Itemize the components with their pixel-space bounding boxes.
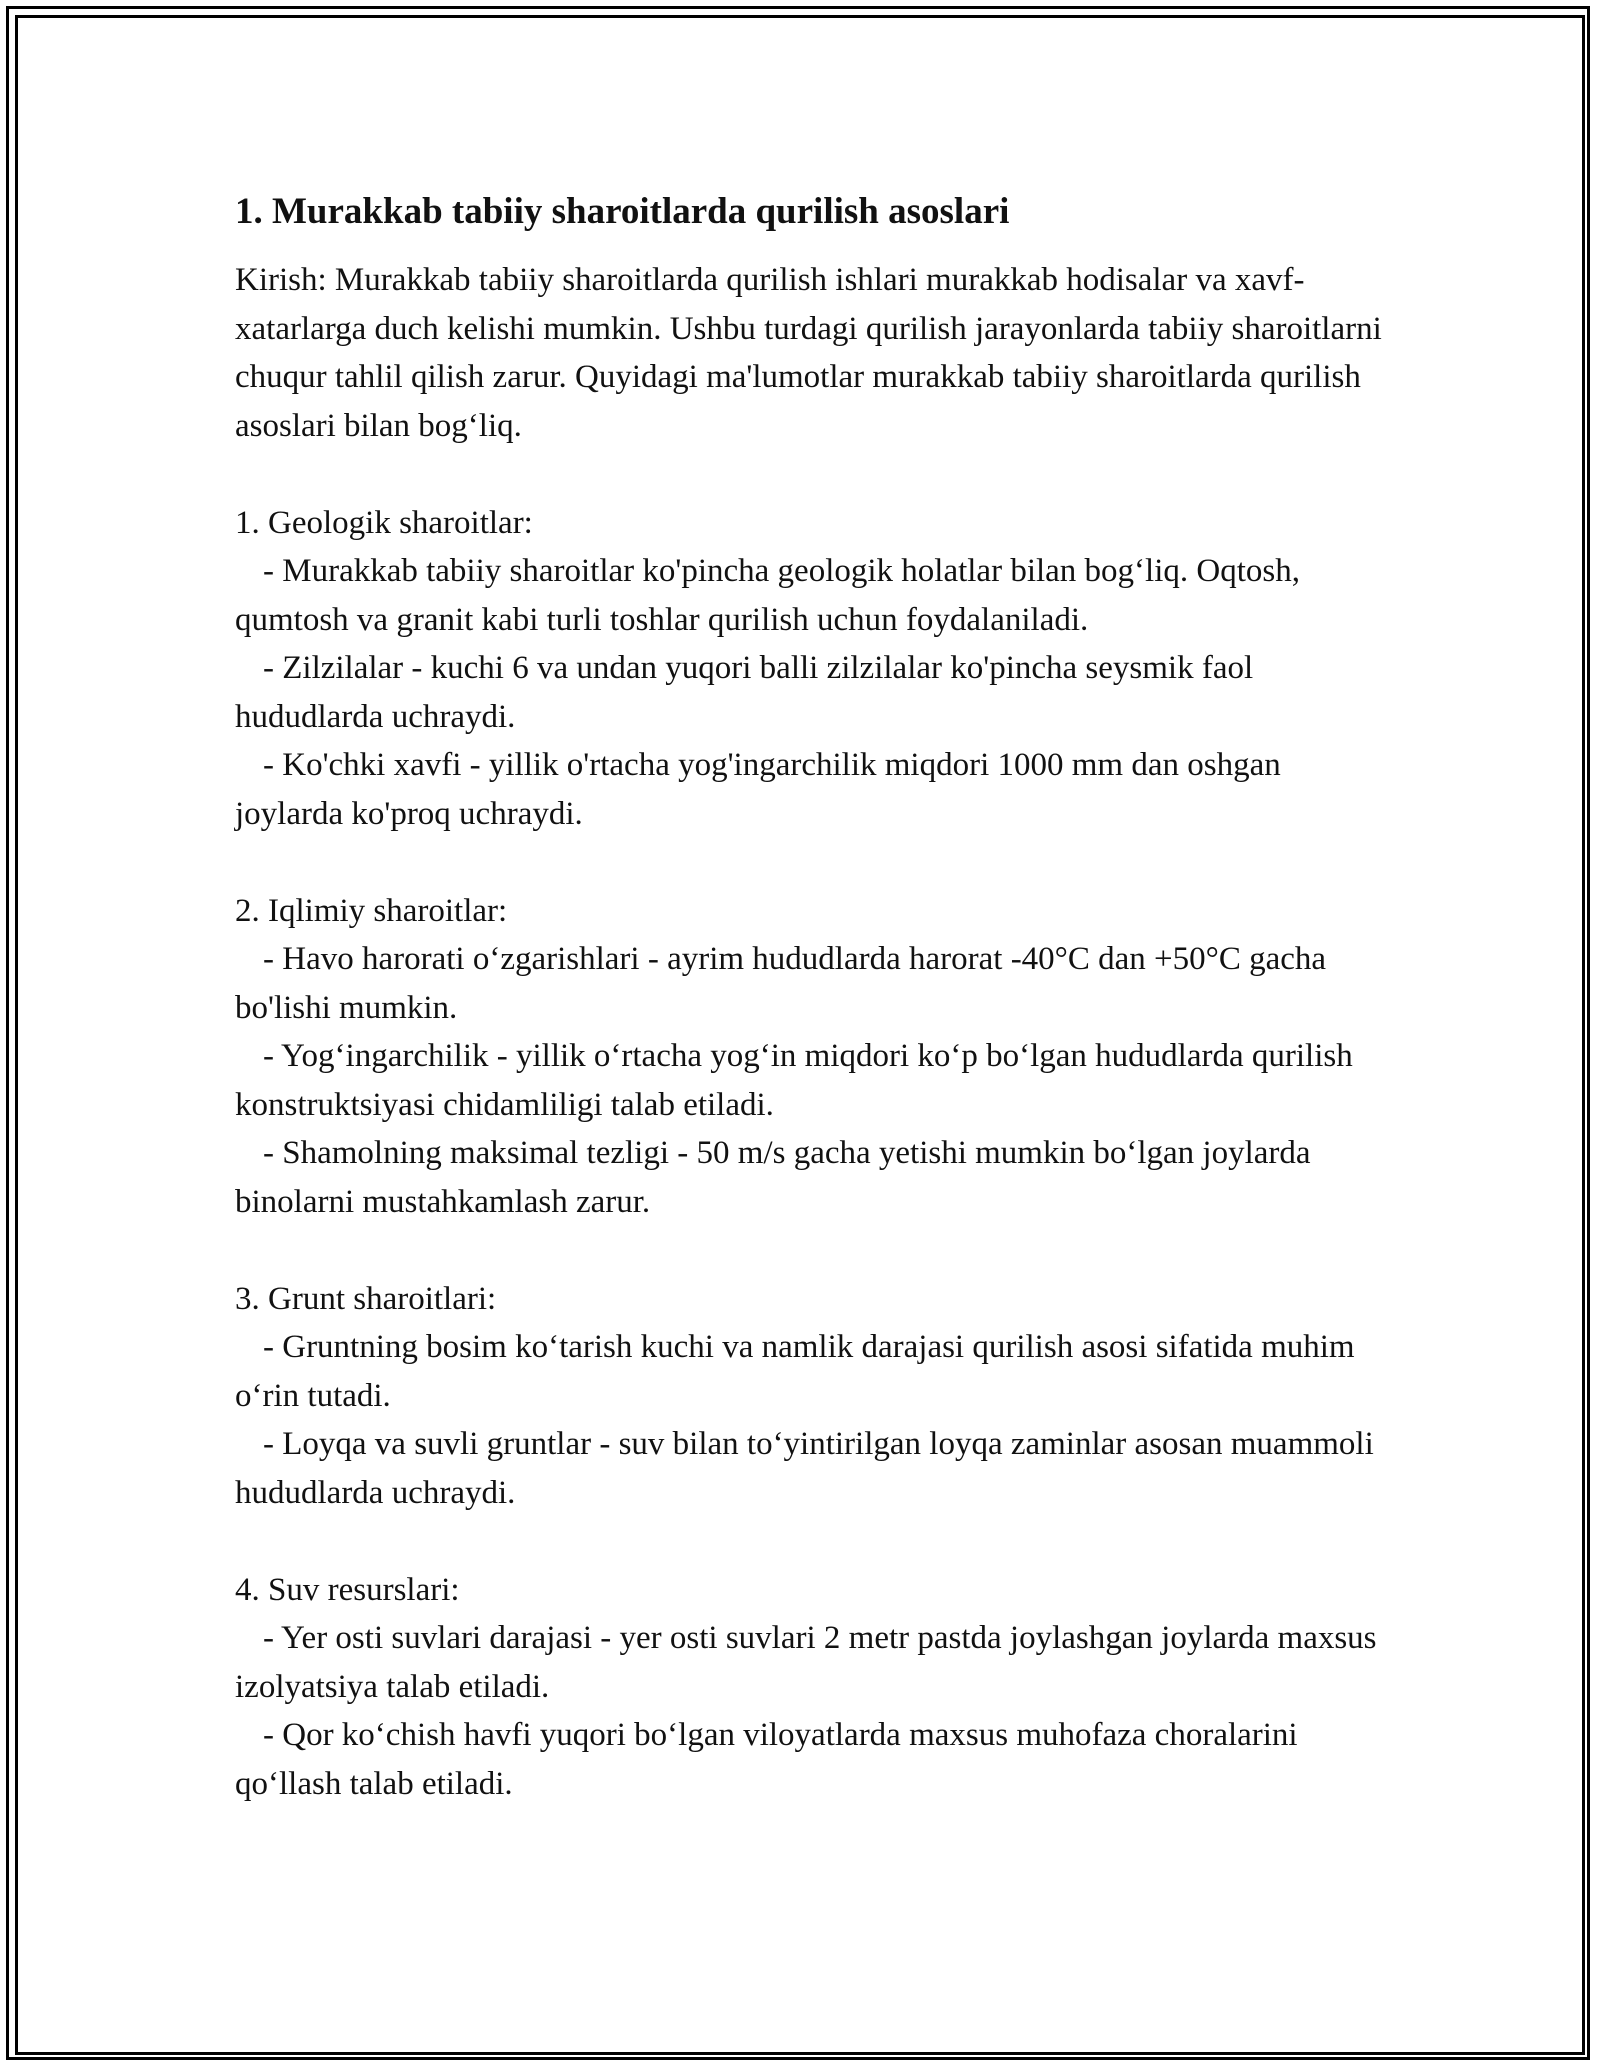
section-heading: 4. Suv resurslari:: [235, 1571, 460, 1608]
bullet-item: - Qor ko‘chish havfi yuqori bo‘lgan viloyatlarda maxsus muhofaza choralarini qo‘llash talab etiladi.: [235, 1717, 1306, 1802]
document-title: 1. Murakkab tabiiy sharoitlarda qurilish asoslari: [235, 191, 1010, 232]
intro-paragraph: Kirish: Murakkab tabiiy sharoitlarda qurilish ishlari murakkab hodisalar va xavf-xatarlarga duch kelishi mumkin. Ushbu turdagi qurilish jarayonlarda tabiiy sharoitlarni chuqur tahlil qilish zarur. Quyidagi ma'lumotlar murakkab tabiiy sharoitlarda qurilish asoslari bilan bog‘liq.: [235, 262, 1391, 444]
bullet-item: - Yer osti suvlari darajasi - yer osti suvlari 2 metr pastda joylashgan joylarda maxsus izolyatsiya talab etiladi.: [235, 1620, 1385, 1705]
bullet-item: - Ko'chki xavfi - yillik o'rtacha yog'ingarchilik miqdori 1000 mm dan oshgan joylarda ko'proq uchraydi.: [235, 747, 1289, 832]
document-body: [235, 186, 1391, 1808]
bullet-item: - Shamolning maksimal tezligi - 50 m/s gacha yetishi mumkin bo‘lgan joylarda binolarni mustahkamlash zarur.: [235, 1135, 1319, 1220]
bullet-item: - Murakkab tabiiy sharoitlar ko'pincha geologik holatlar bilan bog‘liq. Oqtosh, qumtosh va granit kabi turli toshlar qurilish uchun foydalaniladi.: [235, 553, 1309, 638]
section-heading: 2. Iqlimiy sharoitlar:: [235, 892, 508, 929]
bullet-item: - Gruntning bosim ko‘tarish kuchi va namlik darajasi qurilish asosi sifatida muhim o‘rin tutadi.: [235, 1329, 1363, 1414]
section-iqlimiy: [235, 887, 1385, 1227]
bullet-item: - Loyqa va suvli gruntlar - suv bilan to‘yintirilgan loyqa zaminlar asosan muammoli hududlarda uchraydi.: [235, 1426, 1383, 1511]
section-heading: 3. Grunt sharoitlari:: [235, 1280, 497, 1317]
bullet-item: - Havo harorati o‘zgarishlari - ayrim hududlarda harorat -40°C dan +50°C gacha bo'lishi mumkin.: [235, 941, 1335, 1026]
section-geologik: [235, 499, 1385, 839]
section-suv: [235, 1566, 1385, 1809]
bullet-item: - Yog‘ingarchilik - yillik o‘rtacha yog‘in miqdori ko‘p bo‘lgan hududlarda qurilish konstruktsiyasi chidamliligi talab etiladi.: [235, 1038, 1361, 1123]
section-grunt: [235, 1275, 1385, 1518]
section-heading: 1. Geologik sharoitlar:: [235, 504, 533, 541]
bullet-item: - Zilzilalar - kuchi 6 va undan yuqori balli zilzilalar ko'pincha seysmik faol hududlarda uchraydi.: [235, 650, 1262, 735]
